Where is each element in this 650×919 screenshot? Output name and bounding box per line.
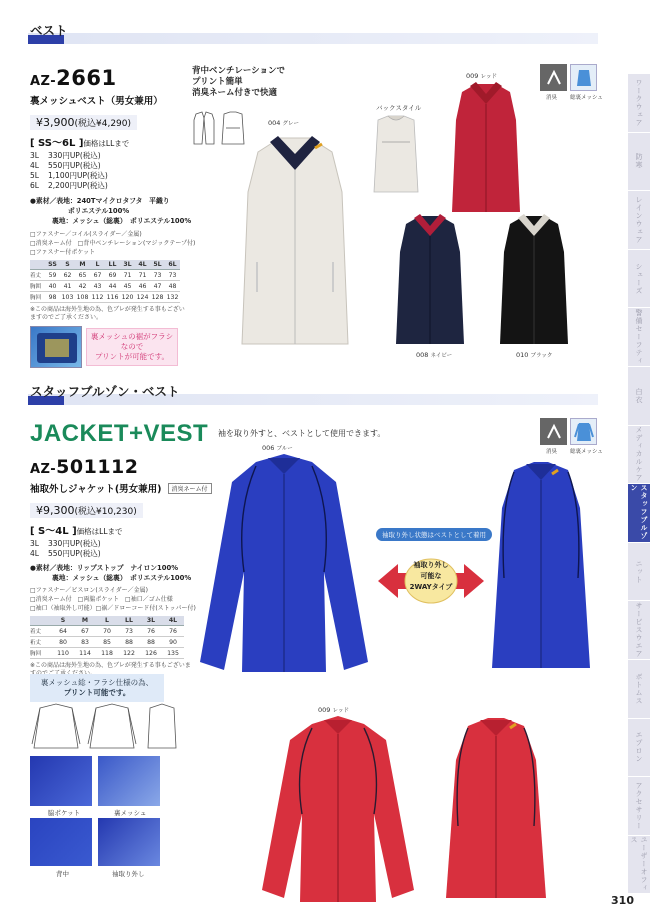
size-range: [ S～4L ]価格はLLまで [30, 526, 123, 537]
print-note-box: 裏メッシュ総・フラシ仕様の為、 プリント可能です。 [30, 674, 164, 702]
page-number: 310 [611, 894, 634, 907]
table-row: 裄丈 80 83 85 88 88 90 [30, 637, 184, 648]
extra-price-item: 5L 1,100円UP(税込) [30, 171, 108, 180]
material: ●素材／表地：240Tマイクロタフタ 平織り ポリエステル100% 裏地：メッシュ（総裏） ポリエステル100% [30, 197, 192, 225]
deodorant-icon [540, 418, 567, 445]
color-label-blue: 006 ブルー [262, 444, 293, 452]
hero-title: JACKET+VEST [30, 420, 209, 447]
tab-service-wear[interactable]: サービスウエア [628, 601, 650, 660]
product-info-az501112 [30, 456, 212, 678]
options: □ファスナー／ビスロン(スライダー／金属) □消臭ネーム付 □両脇ポケット □袖口／ゴム仕様 □袖口（袖取外し可能）□裾／ドローコード付(ストッパー付) [30, 587, 196, 612]
tab-apron[interactable]: エプロン [628, 719, 650, 778]
vest-navy-image [390, 212, 470, 348]
price: ¥9,300(税込¥10,230) [30, 503, 143, 518]
tab-bottoms[interactable]: ボトムス [628, 660, 650, 719]
vest-red-image [446, 80, 526, 216]
color-label-black: 010 ブラック [516, 351, 553, 359]
section-title: ベスト [30, 23, 68, 38]
back-style-label: バックスタイル [376, 104, 422, 112]
feature-callout: 背中ベンチレーションで プリント簡単 消臭ネーム付きで快適 [192, 66, 285, 98]
mesh-icon [570, 64, 597, 91]
tab-workwear[interactable]: ワークウェア [628, 74, 650, 133]
options: □ファスナー／コイル(スライダー／金属) □消臭ネーム付 □背中ベンチレーション(マジックテープ付) □ファスナー付ポケット [30, 231, 196, 256]
table-row: 着丈 59 62 65 67 69 71 71 73 73 [30, 270, 180, 281]
tab-user-office[interactable]: ユーザーオフィス [628, 836, 650, 895]
tab-shoes[interactable]: シューズ [628, 250, 650, 309]
detail-label: 脇ポケット [48, 809, 81, 817]
vest-mode-note: 袖取り外し状態はベストとして着用 [376, 528, 492, 541]
icon-label: 総裏メッシュ [570, 95, 603, 101]
tab-security-safety[interactable]: 警備セーフティ [628, 308, 650, 367]
vest-blue-image [486, 458, 596, 672]
section-header-jacket [28, 383, 180, 405]
extra-price-item: 6L 2,200円UP(税込) [30, 181, 108, 190]
icon-label: 消臭 [546, 95, 558, 101]
tab-accessory[interactable]: アクセサリー [628, 777, 650, 836]
deodorant-badge: 消臭ネーム付 [168, 483, 212, 494]
size-table: S M L LL 3L 4L 着丈 64 67 70 73 76 76 裄丈 80 83 85 88 88 90 胸回 110 114 118 122 126 135 [30, 616, 184, 659]
table-row: 着丈 64 67 70 73 76 76 [30, 626, 184, 637]
vest-black-image [494, 212, 574, 348]
tab-knit[interactable]: ニット [628, 543, 650, 602]
color-label-navy: 008 ネイビー [416, 351, 453, 359]
tab-medical-care[interactable]: メディカルケア [628, 426, 650, 485]
size-range: [ SS～6L ]価格はLLまで [30, 138, 130, 149]
size-table: SS S M L LL 3L 4L 5L 6L 着丈 59 62 65 67 69 71 71 73 73 胸囲 40 41 42 43 44 45 46 47 48 胸回 98 103 108 112 116 120 124 128 132 [30, 261, 179, 301]
jacket-red-image [258, 714, 418, 904]
tab-rainwear[interactable]: レインウェア [628, 191, 650, 250]
extra-price-item: 4L 550円UP(税込) [30, 549, 101, 558]
deodorant-icon [540, 64, 567, 91]
mesh-lining-photo [98, 756, 160, 806]
section-header-vest [28, 22, 68, 44]
product-name: 裏メッシュベスト（男女兼用） [30, 96, 163, 107]
extra-price-list [30, 151, 195, 191]
color-label-red-jacket: 009 レッド [318, 706, 349, 714]
extra-price-item: 3L 330円UP(税込) [30, 151, 101, 160]
table-row: 胸囲 40 41 42 43 44 45 46 47 48 [30, 281, 180, 292]
category-tabs [628, 74, 650, 894]
extra-price-item: 3L 330円UP(税込) [30, 539, 101, 548]
section-title: スタッフブルゾン・ベスト [30, 384, 180, 399]
tab-staff-blouson[interactable]: スタッフブルゾン [628, 484, 650, 543]
product-info-az2661 [30, 66, 195, 322]
color-label-red: 009 レッド [466, 72, 497, 80]
back-photo [30, 818, 92, 866]
jacket-blue-image [196, 452, 372, 678]
model-number: AZ-2661 [30, 66, 117, 90]
price: ¥3,900(税込¥4,290) [30, 115, 137, 130]
icon-label: 総裏メッシュ [570, 449, 603, 455]
hero-description: 袖を取り外すと、ベストとして使用できます。 [218, 429, 386, 438]
extra-price-item: 4L 550円UP(税込) [30, 161, 101, 170]
side-pocket-photo [30, 756, 92, 806]
print-note-box: 裏メッシュの裾がフラシなので プリントが可能です。 [86, 328, 178, 366]
vest-red2-image [440, 716, 552, 902]
material: ●素材／表地：リップストップ ナイロン100% 裏地：メッシュ（総裏） ポリエステル100% [30, 564, 192, 582]
vest-back-image [368, 114, 424, 194]
jacket-sketch [30, 702, 180, 752]
product-name: 袖取外しジャケット(男女兼用) [30, 484, 162, 495]
detail-label: 裏メッシュ [114, 809, 147, 817]
detail-label: 背中 [56, 870, 69, 878]
table-row: 胸回 98 103 108 112 116 120 124 128 132 [30, 293, 179, 301]
tab-cold-protection[interactable]: 防寒 [628, 133, 650, 192]
size-note: ※この商品は海外生地の為、色ブレが発生する事もございますのでご了承ください。 [30, 306, 185, 321]
detail-label: 袖取り外し [112, 870, 145, 878]
twoway-label: 袖取り外し 可能な 2WAYタイプ [409, 561, 453, 591]
print-example-image [30, 326, 82, 368]
model-number: AZ-501112 [30, 456, 139, 478]
sleeve-removal-photo [98, 818, 160, 866]
color-label-grey: 004 グレー [268, 119, 300, 127]
size-note: ※この商品は海外生地の為、色ブレが発生する事もございま [30, 662, 191, 669]
mesh-icon [570, 418, 597, 445]
tab-white-coat[interactable]: 白衣 [628, 367, 650, 426]
extra-price-list [30, 539, 212, 559]
vest-grey-image [230, 132, 360, 352]
table-row: 胸回 110 114 118 122 126 135 [30, 648, 184, 659]
icon-label: 消臭 [546, 449, 558, 455]
